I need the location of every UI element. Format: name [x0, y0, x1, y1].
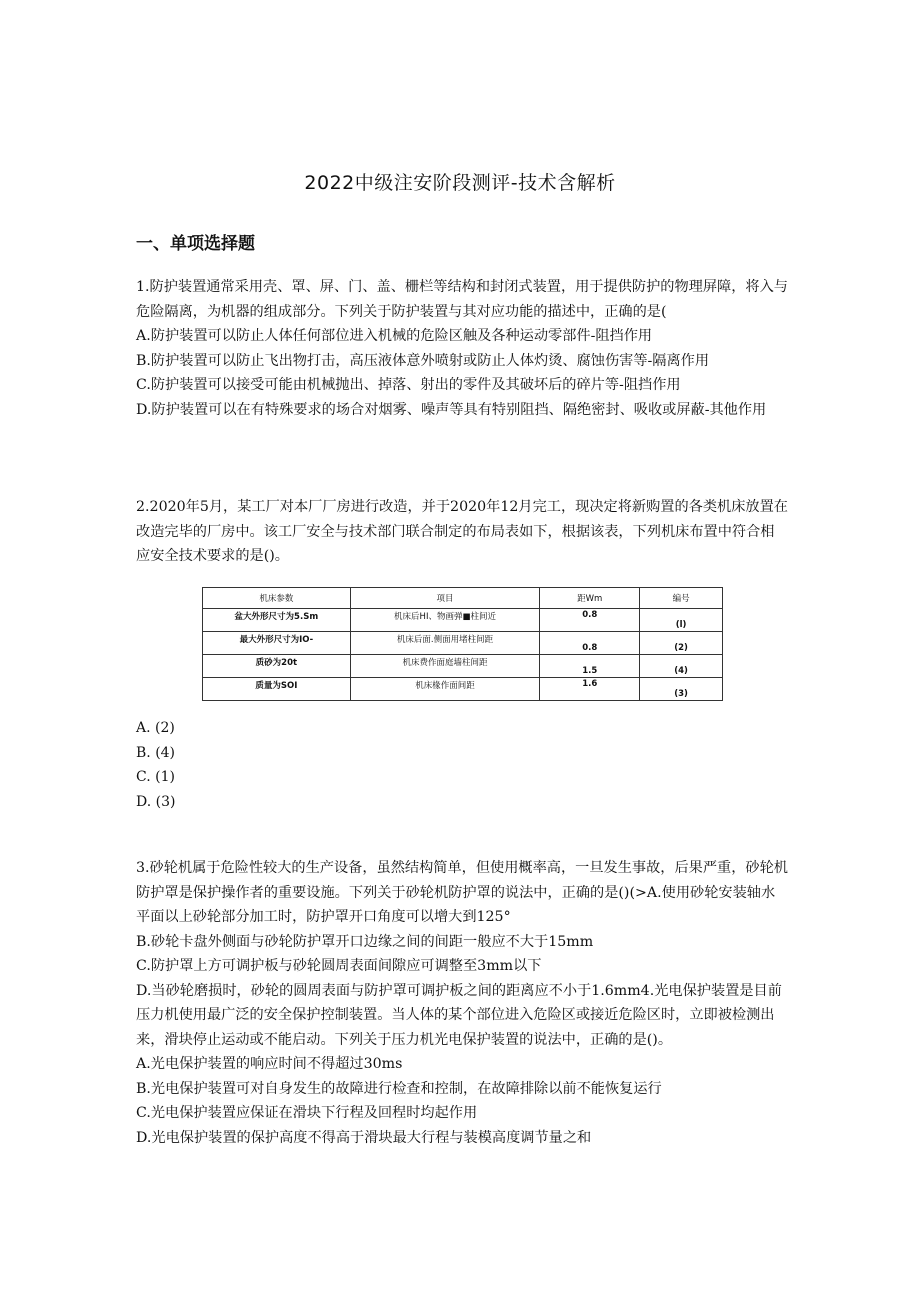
question-2 [136, 495, 788, 569]
table-row [203, 609, 723, 632]
question-2-option-d: D. (3) [136, 793, 176, 810]
question-3-option-b: B.砂轮卡盘外侧面与砂轮防护罩开口边缘之间的间距一般应不大于15mm [136, 933, 594, 950]
table-cell: 0.8 [540, 632, 640, 655]
table-cell: (3) [640, 678, 723, 701]
table-header: 编号 [640, 588, 723, 609]
question-1-option-a: A.防护装置可以防止人体任何部位进入机械的危险区触及各种运动零部件-阻挡作用 [136, 328, 653, 344]
table-cell: 质量为SOI [203, 678, 351, 701]
table-cell: (4) [640, 655, 723, 678]
question-1 [136, 275, 788, 422]
layout-table [202, 587, 723, 701]
table-header: 机床参数 [203, 588, 351, 609]
table-cell: 机床费作面庭墙柱间距 [350, 655, 540, 678]
question-1-stem: 1.防护装置通常采用壳、罩、屏、门、盖、栅栏等结构和封闭式装置，用于提供防护的物理屏障，将入与危险隔离，为机器的组成部分。下列关于防护装置与其对应功能的描述中，正确的是( [136, 279, 788, 320]
table-row [203, 655, 723, 678]
table-cell: 机床椽作面间距 [350, 678, 540, 701]
question-1-option-c: C.防护装置可以接受可能由机械抛出、掉落、射出的零件及其破坏后的碎片等-阻挡作用 [136, 377, 681, 393]
table-header: 项目 [350, 588, 540, 609]
table-row [203, 632, 723, 655]
table-cell: (l) [640, 609, 723, 632]
section-heading: 一、单项选择题 [136, 234, 255, 254]
table-cell: 最大外形尺寸为IO- [203, 632, 351, 655]
question-4-option-b: B.光电保护装置可对自身发生的故障进行检查和控制，在故障排除以前不能恢复运行 [136, 1080, 662, 1097]
page-title: 2022中级注安阶段测评-技术含解析 [304, 172, 616, 194]
question-2-option-c: C. (1) [136, 769, 175, 785]
question-2-stem: 2.2020年5月，某工厂对本厂厂房进行改造，并于2020年12月完工，现决定将新购置的各类机床放置在改造完毕的厂房中。该工厂安全与技术部门联合制定的布局表如下，根据该表，下列机床布置中符合相应安全技术要求的是()。 [136, 499, 788, 564]
table-row [203, 678, 723, 701]
table-cell: 1.5 [540, 655, 640, 678]
question-3-stem: 3.砂轮机属于危险性较大的生产设备，虽然结构简单，但使用概率高，一旦发生事故，后果严重，砂轮机防护罩是保护操作者的重要设施。下列关于砂轮机防护罩的说法中，正确的是()(>A.使用砂轮安装轴水平面以上砂轮部分加工时，防护罩开口角度可以增大到125° [136, 860, 788, 925]
question-1-option-b: B.防护装置可以防止飞出物打击，高压液体意外喷射或防止人体灼烫、腐蚀伤害等-隔离作用 [136, 352, 710, 369]
question-4-option-a: A.光电保护装置的响应时间不得超过30ms [136, 1056, 403, 1072]
question-2-option-b: B. (4) [136, 744, 176, 761]
table-header-row [203, 588, 723, 609]
table-cell: (2) [640, 632, 723, 655]
question-2-options [136, 716, 175, 814]
question-4-option-c: C.光电保护装置应保证在滑块下行程及回程时均起作用 [136, 1105, 478, 1121]
question-3 [136, 856, 788, 1150]
question-3-option-d: D.当砂轮磨损时，砂轮的圆周表面与防护罩可调护板之间的距离应不小于1.6mm4.光电保护装置是目前压力机使用最广泛的安全保护控制装置。当人体的某个部位进入危险区或接近危险区时，立即被检测出来，滑块停止运动或不能启动。下列关于压力机光电保护装置的说法中，正确的是()。 [136, 982, 782, 1048]
table-cell: 1.6 [540, 678, 640, 701]
table-header: 距Wm [540, 588, 640, 609]
question-1-option-d: D.防护装置可以在有特殊要求的场合对烟雾、噪声等具有特别阻挡、隔绝密封、吸收或屏蔽-其他作用 [136, 401, 767, 418]
question-3-option-c: C.防护罩上方可调护板与砂轮圆周表面间隙应可调整至3mm以下 [136, 958, 542, 974]
table-cell: 质砂为20t [203, 655, 351, 678]
question-2-option-a: A. (2) [136, 720, 175, 736]
table-cell: 机床后面.侧面用堵柱间距 [350, 632, 540, 655]
table-cell: 0.8 [540, 609, 640, 632]
table-cell: 盆大外形尺寸为5.Sm [203, 609, 351, 632]
question-4-option-d: D.光电保护装置的保护高度不得高于滑块最大行程与装模高度调节量之和 [136, 1129, 592, 1146]
table-cell: 机床后HI、物画弹■柱间近 [350, 609, 540, 632]
